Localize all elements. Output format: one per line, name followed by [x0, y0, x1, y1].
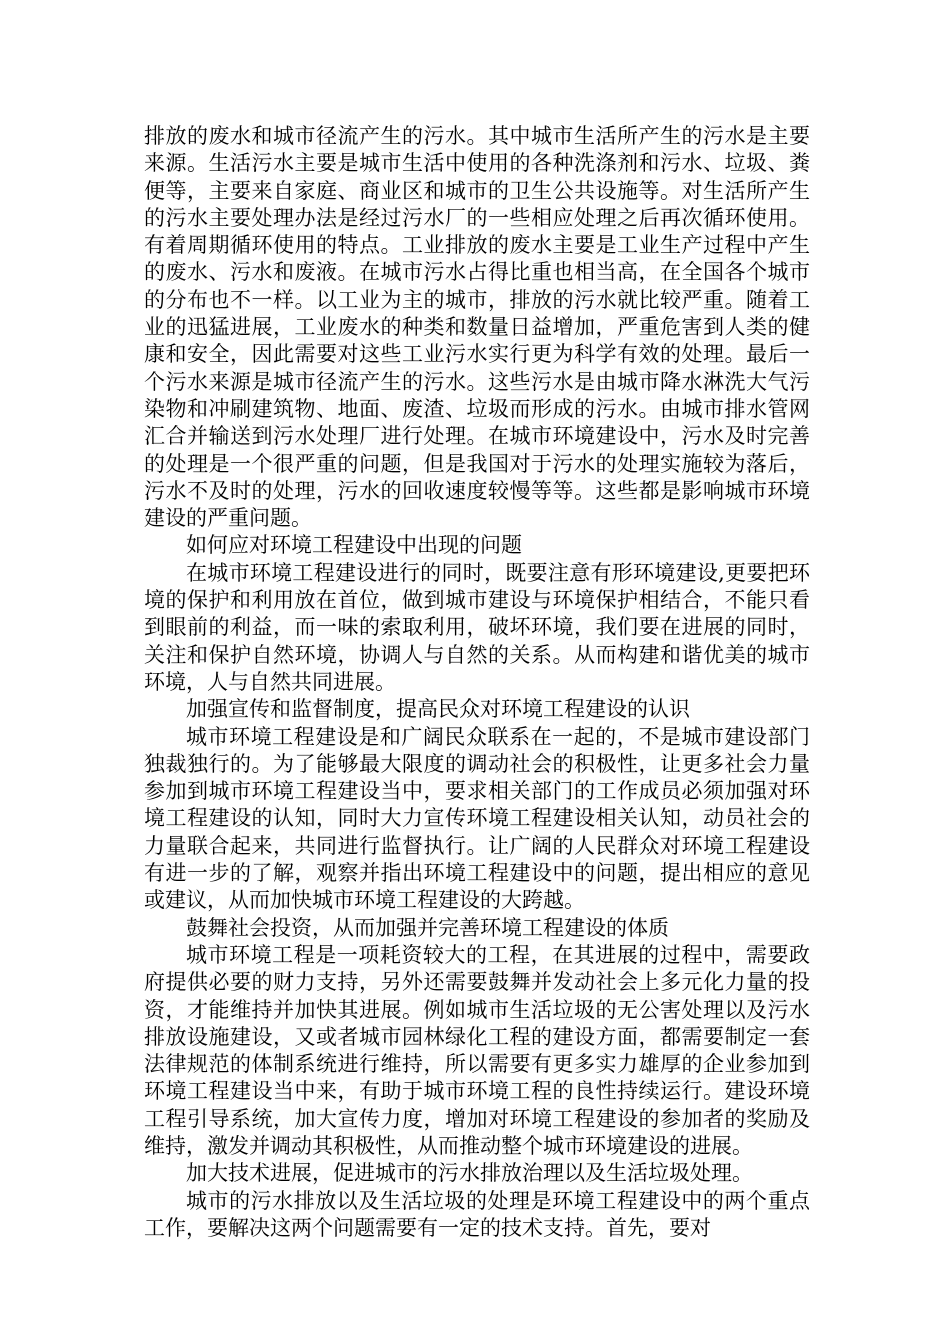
section-heading-problems: 如何应对环境工程建设中出现的问题 [186, 533, 522, 558]
section-heading-publicity: 加强宣传和监督制度，提高民众对环境工程建设的认识 [186, 697, 690, 722]
paragraph-social-investment: 城市环境工程是一项耗资较大的工程，在其进展的过程中，需要政府提供必要的财力支持，另外还需要鼓舞并发动社会上多元化力量的投资，才能维持并加快其进展。例如城市生活垃圾的无公害处理以及污水排放设施建设，又或者城市园林绿化工程的建设方面，都需要制定一套法律规范的体制系统进行维持，所以需要有更多实力雄厚的企业参加到环境工程建设当中来，有助于城市环境工程的良性持续运行。建设环境工程引导系统，加大宣传力度，增加对环境工程建设的参加者的奖励及维持，激发并调动其积极性，从而推动整个城市环境建设的进展。 [144, 942, 810, 1158]
document-body [144, 123, 810, 1242]
paragraph-environment-protection: 在城市环境工程建设进行的同时，既要注意有形环境建设,更要把环境的保护和利用放在首位，做到城市建设与环境保护相结合，不能只看到眼前的利益，而一味的索取利用，破坏环境，我们要在进展的同时，关注和保护自然环境，协调人与自然的关系。从而构建和谐优美的城市环境，人与自然共同进展。 [144, 560, 810, 694]
paragraph-technology-support: 城市的污水排放以及生活垃圾的处理是环境工程建设中的两个重点工作，要解决这两个问题需要有一定的技术支持。首先，要对 [144, 1188, 810, 1240]
section-heading-technology: 加大技术进展，促进城市的污水排放治理以及生活垃圾处理。 [186, 1161, 753, 1186]
paragraph-public-participation: 城市环境工程建设是和广阔民众联系在一起的，不是城市建设部门独裁独行的。为了能够最大限度的调动社会的积极性，让更多社会力量参加到城市环境工程建设当中，要求相关部门的工作成员必须加强对环境工程建设的认知，同时大力宣传环境工程建设相关认知，动员社会的力量联合起来，共同进行监督执行。让广阔的人民群众对环境工程建设有进一步的了解，观察并指出环境工程建设中的问题，提出相应的意见或建议，从而加快城市环境工程建设的大跨越。 [144, 724, 810, 913]
section-heading-investment: 鼓舞社会投资，从而加强并完善环境工程建设的体质 [186, 915, 669, 940]
paragraph-wastewater-sources: 排放的废水和城市径流产生的污水。其中城市生活所产生的污水是主要来源。生活污水主要是城市生活中使用的各种洗涤剂和污水、垃圾、粪便等，主要来自家庭、商业区和城市的卫生公共设施等。对生活所产生的污水主要处理办法是经过污水厂的一些相应处理之后再次循环使用。有着周期循环使用的特点。工业排放的废水主要是工业生产过程中产生的废水、污水和废液。在城市污水占得比重也相当高，在全国各个城市的分布也不一样。以工业为主的城市，排放的污水就比较严重。随着工业的迅猛进展，工业废水的种类和数量日益增加，严重危害到人类的健康和安全，因此需要对这些工业污水实行更为科学有效的处理。最后一个污水来源是城市径流产生的污水。这些污水是由城市降水淋洗大气污染物和冲刷建筑物、地面、废渣、垃圾而形成的污水。由城市排水管网汇合并输送到污水处理厂进行处理。在城市环境建设中，污水及时完善的处理是一个很严重的问题，但是我国对于污水的处理实施较为落后，污水不及时的处理，污水的回收速度较慢等等。这些都是影响城市环境建设的严重问题。 [144, 124, 810, 531]
